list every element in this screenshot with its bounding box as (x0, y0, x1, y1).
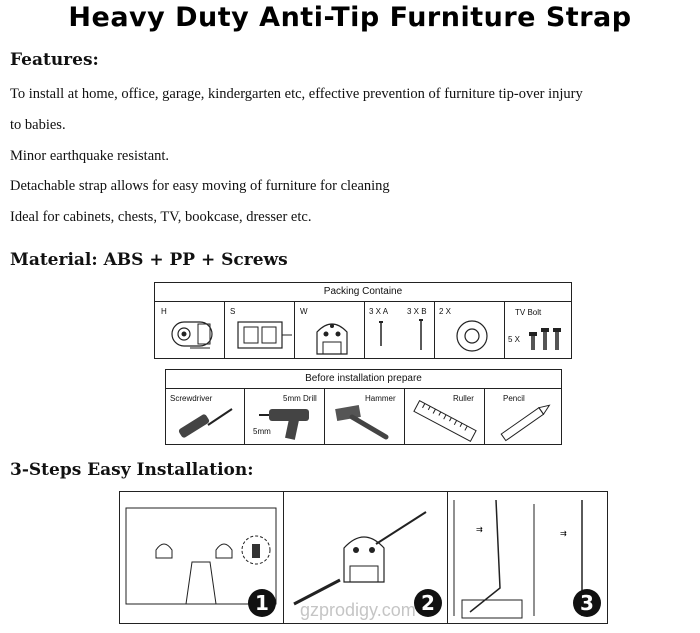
material-heading: Material: ABS + PP + Screws (10, 250, 288, 270)
step-3-panel (448, 492, 607, 623)
washer-icon (447, 314, 497, 358)
tool-sub-label: 5mm (253, 427, 271, 436)
packing-item-label: 3 X B (407, 307, 427, 316)
feature-line: Detachable strap allows for easy moving of furniture for cleaning (10, 178, 390, 194)
features-heading: Features: (10, 50, 99, 70)
tool-label: Ruller (453, 394, 474, 403)
feature-line: Minor earthquake resistant. (10, 148, 170, 164)
tv-bolt-icon (525, 320, 567, 356)
packing-header: Packing Containe (155, 283, 571, 302)
ruler-icon (409, 399, 481, 443)
prepare-tools-box (165, 369, 562, 445)
packing-item-washer (435, 302, 505, 358)
tool-label: Hammer (365, 394, 396, 403)
pencil-icon (489, 399, 559, 443)
screw-icon (368, 316, 432, 356)
tool-hammer (325, 389, 405, 444)
packing-item-s (225, 302, 295, 358)
step-number-badge: 3 (573, 589, 601, 617)
hammer-icon (330, 399, 400, 443)
step-1-panel (120, 492, 284, 623)
wall-bracket-icon (160, 314, 220, 358)
packing-item-w (295, 302, 365, 358)
packing-item-screws (365, 302, 435, 358)
strap-buckle-icon (228, 314, 292, 358)
packing-item-label: TV Bolt (515, 308, 542, 317)
feature-line: To install at home, office, garage, kindergarten etc, effective prevention of furniture tip-over injury (10, 86, 583, 102)
packing-item-label: S (230, 307, 236, 316)
packing-item-h (155, 302, 225, 358)
packing-item-label: W (300, 307, 308, 316)
packing-contents-box (154, 282, 572, 359)
feature-line: Ideal for cabinets, chests, TV, bookcase, dresser etc. (10, 209, 312, 225)
tool-screwdriver (166, 389, 245, 444)
tool-label: Screwdriver (170, 394, 213, 403)
installation-heading: 3-Steps Easy Installation: (10, 460, 254, 480)
tool-label: 5mm Drill (283, 394, 317, 403)
tool-pencil (485, 389, 561, 444)
tool-label: Pencil (503, 394, 525, 403)
furniture-bracket-icon (307, 314, 357, 358)
watermark: gzprodigy.com (300, 600, 416, 620)
tool-ruler (405, 389, 485, 444)
svg-text:⇉: ⇉ (560, 529, 567, 538)
packing-item-label: H (161, 307, 167, 316)
packing-item-label: 2 X (439, 307, 452, 316)
packing-item-label: 3 X A (369, 307, 389, 316)
screwdriver-icon (170, 403, 240, 443)
packing-item-qty: 5 X (508, 335, 521, 344)
svg-text:⇉: ⇉ (476, 525, 483, 534)
step-number-badge: 2 (414, 589, 442, 617)
page-title: Heavy Duty Anti-Tip Furniture Strap (68, 2, 632, 33)
prepare-header: Before installation prepare (166, 370, 561, 389)
step-number-badge: 1 (248, 589, 276, 617)
packing-item-tv-bolt (505, 302, 571, 358)
feature-line: to babies. (10, 117, 66, 133)
tool-drill (245, 389, 325, 444)
drill-icon (251, 399, 321, 443)
